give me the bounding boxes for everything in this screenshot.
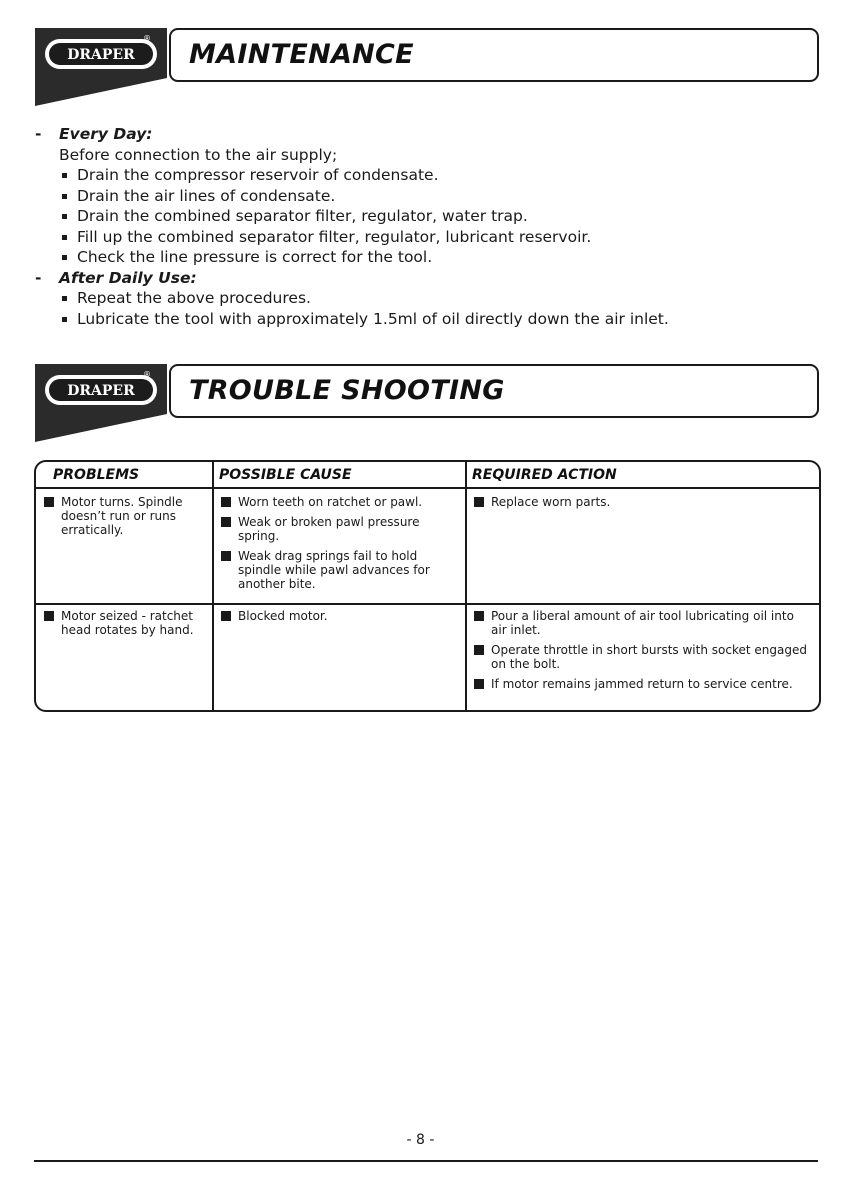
after-daily-use-list: [35, 288, 815, 329]
bullet-square-icon: [474, 611, 484, 621]
svg-text:®: ®: [143, 370, 151, 379]
bullet-square-icon: [44, 497, 54, 507]
list-item: Check the line pressure is correct for the tool.: [59, 247, 815, 268]
maintenance-content: [35, 124, 815, 329]
row-1-causes: [219, 495, 459, 597]
list-item: Blocked motor.: [219, 609, 459, 623]
list-item: Drain the combined separator filter, regulator, water trap.: [59, 206, 815, 227]
every-day-intro: Before connection to the air supply;: [59, 145, 338, 164]
list-item: Lubricate the tool with approximately 1.5ml of oil directly down the air inlet.: [59, 309, 815, 330]
bullet-square-icon: [221, 611, 231, 621]
maintenance-title-box: [169, 28, 819, 82]
bullet-square-icon: [474, 497, 484, 507]
bullet-square-icon: [221, 551, 231, 561]
every-day-heading: - Every Day:: [35, 125, 153, 143]
header-required-action: REQUIRED ACTION: [472, 467, 617, 483]
svg-text:®: ®: [143, 34, 151, 43]
every-day-list: [35, 165, 815, 268]
list-item: Fill up the combined separator filter, regulator, lubricant reservoir.: [59, 227, 815, 248]
maintenance-header: [35, 28, 821, 108]
list-item: Motor seized - ratchet head rotates by hand.: [42, 609, 206, 637]
row-1-actions: [472, 495, 812, 515]
bullet-square-icon: [44, 611, 54, 621]
list-item: Repeat the above procedures.: [59, 288, 815, 309]
brand-logo-block: [35, 28, 167, 108]
footer-divider: [34, 1160, 818, 1162]
list-item: Worn teeth on ratchet or pawl.: [219, 495, 459, 509]
list-item: Pour a liberal amount of air tool lubricating oil into air inlet.: [472, 609, 812, 637]
bullet-square-icon: [221, 517, 231, 527]
brand-logo-block: [35, 364, 167, 444]
header-possible-cause: POSSIBLE CAUSE: [219, 467, 352, 483]
list-item: Replace worn parts.: [472, 495, 812, 509]
after-daily-use-heading: - After Daily Use:: [35, 268, 197, 287]
row-2-causes: [219, 609, 459, 629]
row-2-actions: [472, 609, 812, 697]
list-item: Drain the air lines of condensate.: [59, 186, 815, 207]
bullet-square-icon: [474, 679, 484, 689]
list-item: Weak drag springs fail to hold spindle while pawl advances for another bite.: [219, 549, 459, 591]
trouble-shooting-table: [34, 460, 821, 712]
list-item: Operate throttle in short bursts with socket engaged on the bolt.: [472, 643, 812, 671]
trouble-shooting-title-box: [169, 364, 819, 418]
header-problems: PROBLEMS: [53, 467, 140, 483]
row-1-problem: [42, 495, 206, 543]
list-item: Weak or broken pawl pressure spring.: [219, 515, 459, 543]
logo-text: DRAPER: [67, 383, 135, 399]
list-item: Motor turns. Spindle doesn’t run or runs erratically.: [42, 495, 206, 537]
trouble-shooting-header: [35, 364, 821, 444]
row-2-problem: [42, 609, 206, 643]
draper-logo-icon: [35, 364, 167, 444]
trouble-shooting-title: TROUBLE SHOOTING: [189, 375, 505, 406]
page-number: - 8 -: [406, 1132, 435, 1148]
list-item: If motor remains jammed return to service centre.: [472, 677, 812, 691]
logo-text: DRAPER: [67, 47, 135, 63]
bullet-square-icon: [474, 645, 484, 655]
list-item: Drain the compressor reservoir of condensate.: [59, 165, 815, 186]
draper-logo-icon: [35, 28, 167, 108]
bullet-square-icon: [221, 497, 231, 507]
maintenance-title: MAINTENANCE: [189, 39, 414, 70]
